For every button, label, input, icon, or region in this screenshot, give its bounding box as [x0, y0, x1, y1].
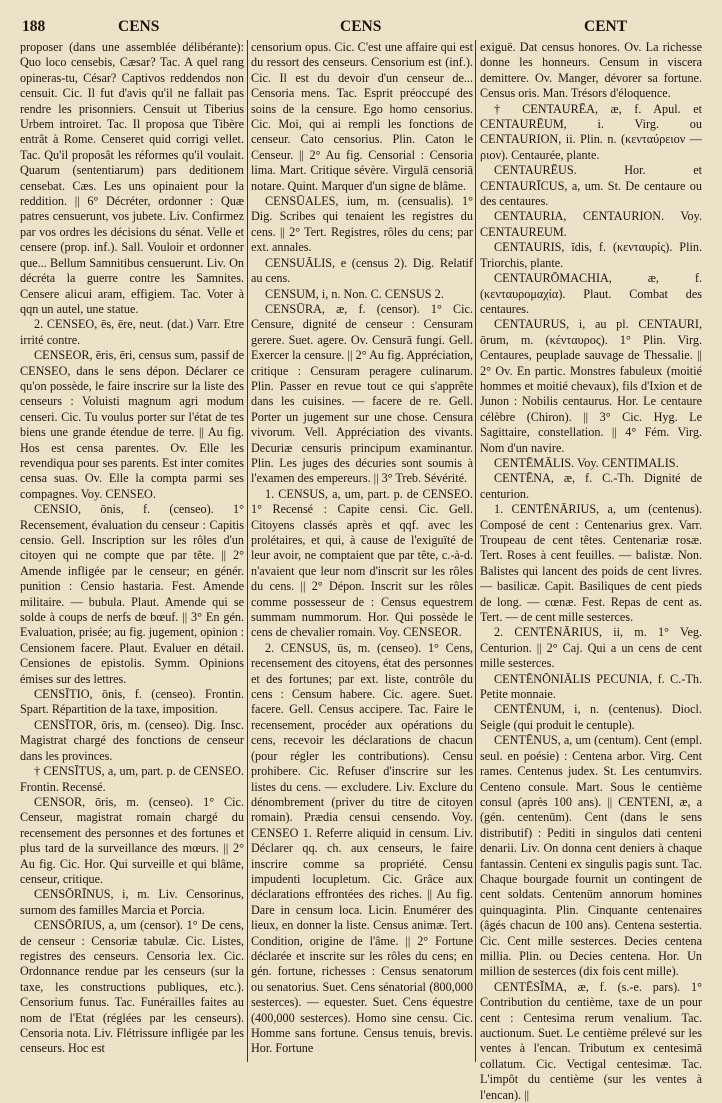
dictionary-entry: CENSŌRĪNUS, i, m. Liv. Censorinus, surnom des familles Marcia et Porcia.: [20, 887, 244, 917]
dictionary-entry: 2. CENTĒNĀRIUS, ii, m. 1° Veg. Centurion. || 2° Caj. Qui a un cens de cent mille sesterces.: [480, 625, 702, 671]
dictionary-entry: CENTĒNUM, i, n. (centenus). Diocl. Seigle (qui produit le centuple).: [480, 702, 702, 732]
dictionary-entry: CENSEOR, ēris, ēri, census sum, passif de CENSEO, dans le sens dépon. Déclarer ce qu'on possède, le faire inscrire sur la liste des censeurs : Voluisti magnum agri modum censeri. Cic. Tu voulus porter sur l'état de tes biens une grande étendue de terre. || Au fig. Hos est censa parentes. Ov. Elle les revendiqua pour ses parents. Est inter comites censa suas. Ov. Elle la compta parmi ses compagnes. Voy. CENSEO.: [20, 348, 244, 501]
dictionary-entry: 2. CENSUS, ūs, m. (censeo). 1° Cens, recensement des citoyens, état des personnes et des fortunes; par ext. liste, contrôle du cens : Censum habere. Cic. agere. Suet. facere. Gell. Census accipere. Tac. Faire le recensement, procéder aux opérations du cens, recevoir les déclarations de chacun (pour régler les contributions). Censu prohibere. Cic. Refuser d'inscrire sur les listes du cens. — excludere. Liv. Exclure du dénombrement (priver du titre de citoyen romain). Prædia censui censendo. Voy. CENSEO 1. Referre aliquid in censum. Liv. Déclarer qq. ch. aux censeurs, le faire inscrire comme sa propriété. Censu impudenti locupletum. Cic. Grâce aux déclarations effrontées des riches. || Au fig. Dare in censum loca. Licin. Enumérer des lieux, en donner la liste. Census animæ. Tert. Condition, origine de l'âme. || 2° Fortune déclarée et inscrite sur les rôles du cens; en gén. fortune, richesses : Census senatorum ou senatorius. Suet. Cens sénatorial (800,000 sesterces). — equester. Suet. Cens équestre (400,000 sesterces). Homo sine censu. Cic. Homme sans fortune. Census tenuis, brevis. Hor. Fortune: [251, 640, 473, 1056]
dictionary-entry: CENTĒMĀLIS. Voy. CENTIMALIS.: [494, 455, 679, 470]
header-center-word: CENS: [340, 18, 382, 35]
dictionary-entry: CENSOR, ōris, m. (censeo). 1° Cic. Censeur, magistrat romain chargé du recensement des personnes et des fortunes et plus tard de la surveillance des mœurs. || 2° Au fig. Cic. Hor. Qui surveille et qui blâme, censeur, critique.: [20, 794, 244, 886]
dictionary-entry: CENSĪTOR, ōris, m. (censeo). Dig. Insc. Magistrat chargé des fonctions de censeur dans les provinces.: [20, 717, 244, 763]
header-left-word: CENS: [118, 18, 160, 35]
dictionary-entry: 1. CENTĒNĀRIUS, a, um (centenus). Composé de cent : Centenarius grex. Varr. Troupeau de cent têtes. Centenariæ rosæ. Tert. Roses à cent feuilles. — balistæ. Non. Balistes qui lancent des poids de cent livres. — basilicæ. Capit. Basiliques de cent pieds de long. — cœnæ. Fest. Repas de cent as. Tert. — de cent mille sesterces.: [480, 502, 702, 625]
dictionary-entry: CENSŪALES, ium, m. (censualis). 1° Dig. Scribes qui tenaient les registres du cens. || 2° Tert. Registres, rôles du cens; par ext. annales.: [251, 194, 473, 255]
dictionary-entry: † CENSĪTUS, a, um, part. p. de CENSEO. Frontin. Recensé.: [20, 764, 244, 794]
dictionary-entry: CENTAURIA, CENTAURION. Voy. CENTAUREUM.: [480, 209, 702, 239]
dictionary-entry: CENTĒNA, æ, f. C.-Th. Dignité de centurion.: [480, 471, 702, 501]
dictionary-entry: CENTAURUS, i, au pl. CENTAURI, ōrum, m. (κένταυρος). 1° Plin. Virg. Centaures, peuplade sauvage de Thessalie. || 2° Ov. En partic. Monstres fabuleux (moitié hommes et moitié chevaux), fils d'Ixion et de Junon : Nobilis centaurus. Hor. Le centaure célèbre (Chiron). || 3° Cic. Hyg. Le Sagittaire, constellation. || 4° Fém. Virg. Nom d'un navire.: [480, 317, 702, 455]
column-2: [251, 40, 473, 1062]
dictionary-entry: CENTAURŌMACHIA, æ, f. (κενταυρομαχία). Plaut. Combat des centaures.: [480, 271, 702, 316]
column-1: [20, 40, 244, 1062]
dictionary-entry: CENTĒNŌNIĀLIS PECUNIA, f. C.-Th. Petite monnaie.: [480, 671, 702, 702]
dictionary-entry: 1. CENSUS, a, um, part. p. de CENSEO. 1° Recensé : Capite censi. Cic. Gell. Citoyens classés après et qqf. avec les prolétaires, et qui, à cause de l'exiguïté de leur avoir, ne comptaient que par tête, c.-à-d. n'avaient que leur nom d'inscrit sur les rôles du cens. || 2° Dépon. Inscrit sur les rôles comme possesseur de : Census equestrem summam nummorum. Hor. Qui possède le cens de chevalier romain. Voy. CENSEOR.: [251, 486, 473, 640]
dictionary-entry: censorium opus. Cic. C'est une affaire qui est du ressort des censeurs. Censorium est (inf.). Cic. Il est du devoir d'un censeur de... Censoria mens. Tac. Esprit préoccupé des soins de la censure. Ego homo censorius. Cic. Moi, qui ai rempli les fonctions de censeur. Cato censorius. Plin. Caton le Censeur. || 2° Au fig. Censorial : Censoria lima. Mart. Critique sévère. Virgulā censoriā notare. Quint. Marquer d'un signe de blâme.: [251, 40, 473, 193]
dictionary-entry: CENSĪTIO, ōnis, f. (censeo). Frontin. Spart. Répartition de la taxe, imposition.: [20, 687, 244, 717]
dictionary-entry: CENSŪRA, æ, f. (censor). 1° Cic. Censure, dignité de censeur : Censuram gerere. Suet. agere. Ov. Censurā fungi. Gell. Exercer la censure. || 2° Au fig. Appréciation, critique : Censuram peragere culinarum. Plin. Passer en revue tout ce qui s'apprête dans les cuisines. — facere de re. Gell. Porter un jugement sur une chose. Censura vivorum. Vell. Appréciation des vivants. Decuriæ censuris principum examinantur. Plin. Les juges des décuries sont soumis à l'examen des empereurs. || 3° Treb. Sévérité.: [251, 301, 473, 486]
dictionary-entry: CENSŌRIUS, a, um (censor). 1° De cens, de censeur : Censoriæ tabulæ. Cic. Listes, registres des censeurs. Censoria lex. Cic. Ordonnance rendue par les censeurs (sur la taxe, les constructions publiques, etc.). Censorium funus. Tac. Funérailles faites au nom de l'Etat (réglées par les censeurs). Censoria nota. Liv. Flétrissure infligée par les censeurs. Hoc est: [20, 918, 244, 1056]
column-rule-right: [475, 40, 476, 1062]
dictionary-entry: CENSUM, i, n. Non. C. CENSUS 2.: [265, 286, 444, 301]
dictionary-entry: 2. CENSEO, ēs, ēre, neut. (dat.) Varr. Etre irrité contre.: [20, 317, 244, 347]
column-rule-left: [247, 40, 248, 1062]
dictionary-entry: CENTAURĒUS. Hor. et CENTAURĪCUS, a, um. St. De centaure ou des centaures.: [480, 163, 702, 209]
dictionary-entry: CENTĒNUS, a, um (centum). Cent (empl. seul. en poésie) : Centena arbor. Virg. Cent rames. Centenus judex. St. Les centumvirs. Centeno consule. Mart. Sous le centième consul (après 100 ans). || CENTENI, æ, a (gén. centenūm). Cent (dans le sens distributif) : Pediti in singulos dati centeni denarii. Liv. On donna cent deniers à chaque fantassin. Centeni ex singulis pagis sunt. Tac. Chaque bourgade fournit un contingent de cent soldats. Centenūm annorum homines quinquaginta. Plin. Cinquante centenaires (âgés chacun de 100 ans). Centena sestertia. Cic. Cent mille sesterces. Decies centena millia. Plin. ou Decies centena. Hor. Un million de sesterces (dix fois cent mille).: [480, 733, 702, 979]
dictionary-entry: exiguë. Dat census honores. Ov. La richesse donne les honneurs. Censum in viscera demittere. Ov. Manger, dévorer sa fortune. Census oris. Man. Trésors d'éloquence.: [480, 40, 702, 101]
column-3: [480, 40, 702, 1102]
dictionary-entry: CENSIO, ōnis, f. (censeo). 1° Recensement, évaluation du censeur : Capitis censio. Gell. Inscription sur les rôles d'un citoyen qui ne compte que par tête. || 2° Amende infligée par le censeur; en génér. punition : Censio hastaria. Fest. Amende militaire. — bubula. Plaut. Amende qui se solde à coups de nerfs de bœuf. || 3° En gén. Evaluation, prisée; au fig. jugement, opinion : Censionem facere. Plaut. Evaluer en détail. Censiones de epistolis. Symm. Opinions émises sur des lettres.: [20, 502, 244, 686]
dictionary-entry: proposer (dans une assemblée délibérante): Quo loco censebis, Cæsar? Tac. A quel rang opineras-tu, César? Captivos reddendos non censuit. Cic. Il fut d'avis qu'il ne fallait pas rendre les prisonniers. Censuit ut Tiberius Urbem introiret. Tac. Il proposa que Tibère entrât à Rome. Censeret quid corrigi vellet. Tac. Qu'il proposât les réformes qu'il voulait. Quarum (sententiarum) pars deditionem censebat. Cæs. Les uns opinaient pour la reddition. || 6° Décréter, ordonner : Quæ patres censuerunt, vos jubete. Liv. Confirmez par vos ordres les décisions du sénat. Velle et censere (prop. inf.). Sall. Vouloir et ordonner que... Bellum Samnitibus censuerunt. Liv. On décréta la guerre contre les Samnites. Censere alicui aram, effigiem. Tac. Voter à qqn un autel, une statue.: [20, 40, 244, 316]
dictionary-entry: CENTĒSĬMA, æ, f. (s.-e. pars). 1° Contribution du centième, taxe de un pour cent : Centesima rerum venalium. Tac. auctionum. Suet. Le centième prélevé sur les ventes à l'encan. Tributum ex centesimā collatum. Cic. Vectigal centesimæ. Tac. L'impôt du centième (sur les ventes à l'encan). ||: [480, 979, 702, 1102]
header-right-word: CENT: [584, 18, 628, 35]
dictionary-entry: CENTAURIS, ĭdis, f. (κενταυρίς). Plin. Triorchis, plante.: [480, 240, 702, 270]
running-header: [22, 18, 704, 40]
dictionary-entry: CENSUĀLIS, e (census 2). Dig. Relatif au cens.: [251, 255, 473, 286]
page-number: 188: [22, 18, 46, 35]
dictionary-entry: † CENTAURĒA, æ, f. Apul. et CENTAURĒUM, i. Virg. ou CENTAURION, ii. Plin. n. (κενταύρειον — ριον). Centaurée, plante.: [480, 101, 702, 162]
